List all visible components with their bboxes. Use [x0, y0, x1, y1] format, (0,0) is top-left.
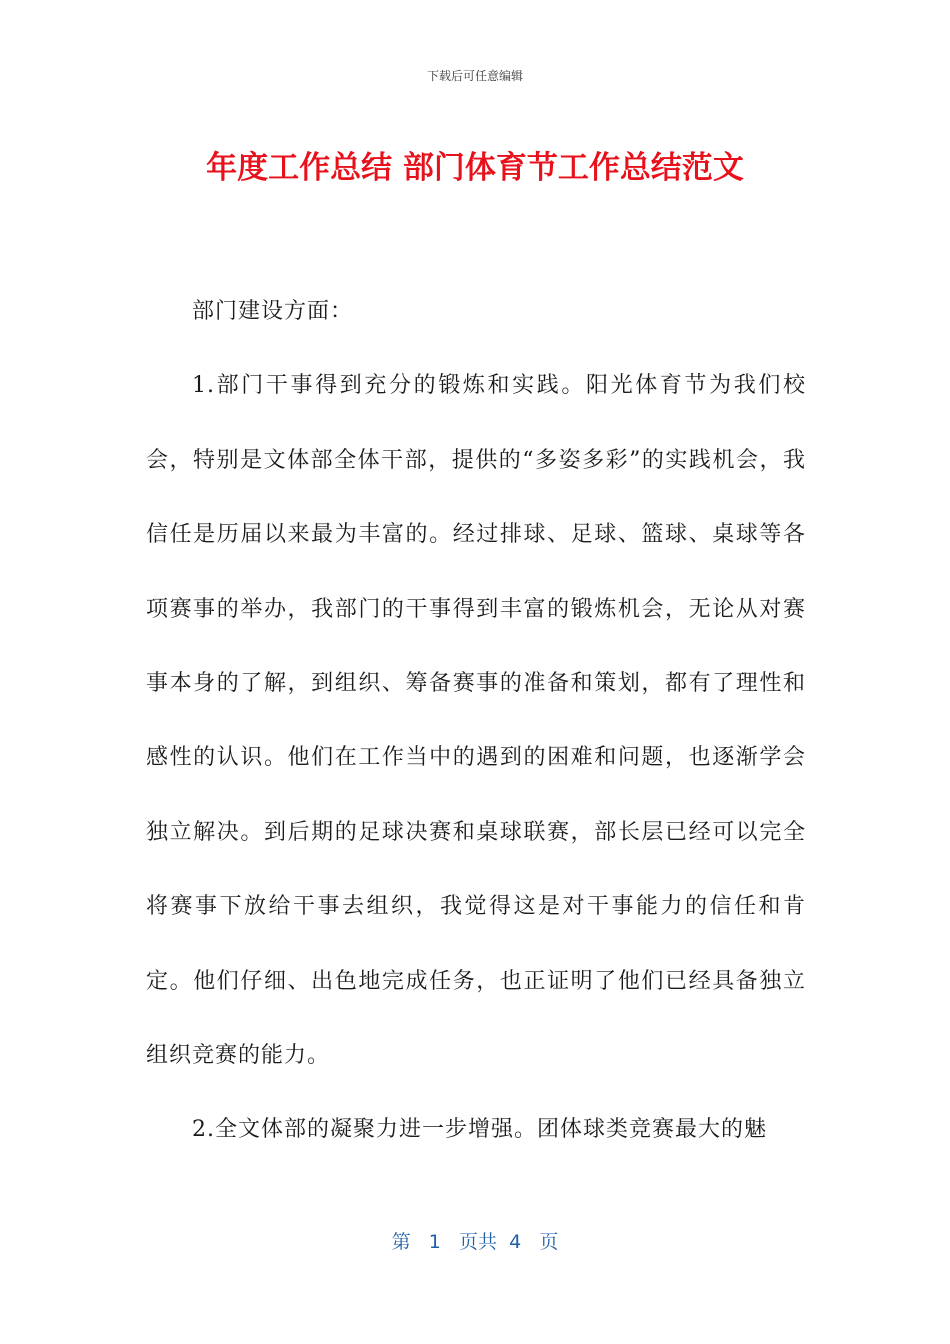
header-note: 下载后可任意编辑: [426, 69, 523, 83]
page-current: 1: [428, 1231, 441, 1253]
page-footer: [0, 1227, 950, 1254]
paragraph-2: 2.全文体部的凝聚力进一步增强。团体球类竞赛最大的魅: [192, 1117, 767, 1143]
page-prefix: 第: [391, 1231, 411, 1253]
document-title: 年度工作总结 部门体育节工作总结范文: [206, 150, 744, 186]
section-heading: 部门建设方面：: [192, 299, 354, 324]
page-suffix: 页: [539, 1231, 559, 1253]
page-total: 4: [509, 1231, 522, 1253]
paragraph-1: 1.部门干事得到充分的锻炼和实践。阳光体育节为我们校会，特别是文体部全体干部，提供的“多姿多彩”的实践机会，我信任是历届以来最为丰富的。经过排球、足球、篮球、桌球等各项赛事的举办，我部门的干事得到丰富的锻炼机会，无论从对赛事本身的了解，到组织、筹备赛事的准备和策划，都有了理性和感性的认识。他们在工作当中的遇到的困难和问题，也逐渐学会独立解决。到后期的足球决赛和桌球联赛，部长层已经可以完全将赛事下放给干事去组织，我觉得这是对干事能力的信任和肯定。他们仔细、出色地完成任务，也正证明了他们已经具备独立组织竞赛的能力。: [146, 373, 806, 1069]
document-body: [146, 275, 806, 1168]
page-middle: 页共: [459, 1231, 498, 1253]
